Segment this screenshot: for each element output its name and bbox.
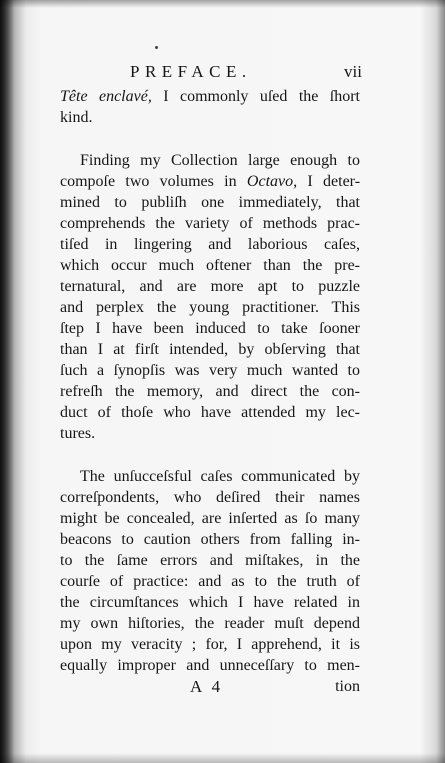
paragraph1-text: compoſe two volumes in — [60, 173, 237, 190]
paragraph1-line: mined to publiſh one immediately, that — [60, 194, 360, 211]
paragraph2-line: the circumſtances which I have related in — [60, 594, 360, 611]
paragraph1-line — [60, 171, 360, 192]
paragraph1-line: which occur much oftener than the pre- — [60, 257, 360, 274]
top-edge-shadow — [0, 0, 445, 8]
italic-term: Tête enclavé, — [60, 88, 152, 105]
paragraph-gap — [60, 444, 360, 466]
paragraph2-line: The unſucceſsful caſes communicated by — [80, 468, 360, 485]
paragraph1-line: ternatural, and are more apt to puzzle — [60, 278, 360, 295]
paragraph1-text: I deter- — [307, 173, 361, 190]
paragraph1-line: than I at firſt intended, by obſerving that — [60, 341, 360, 358]
paragraph1-italic: Octavo, — [246, 173, 298, 190]
ink-speck — [155, 46, 158, 49]
paragraph1-line: refreſh the memory, and direct the con- — [60, 383, 360, 400]
paragraph1-line: ſtep I have been induced to take ſooner — [60, 320, 360, 337]
catchword: tion — [335, 678, 360, 695]
opening-line-end: kind. — [60, 109, 93, 126]
spine-shadow — [0, 0, 14, 763]
paragraph2-line: to the ſame errors and miſtakes, in the — [60, 552, 360, 569]
paragraph1-line: comprehends the variety of methods prac- — [60, 215, 360, 232]
signature-mark: A 4 — [190, 677, 224, 696]
paragraph1-line: ſuch a ſynopſis was very much wanted to — [60, 362, 360, 379]
running-head-title: PREFACE. — [130, 62, 252, 81]
running-head — [60, 60, 360, 86]
paragraph2-line: upon my veracity ; for, I apprehend, it is — [60, 636, 360, 653]
page-footer — [60, 676, 360, 698]
opening-line-rest: I commonly uſed the ſhort — [163, 88, 361, 105]
paragraph2-line: equally improper and unneceſſary to men- — [60, 657, 360, 674]
paragraph1-line: Finding my Collection large enough to — [80, 152, 360, 169]
paragraph1-line: tures. — [60, 425, 96, 442]
paragraph2-line: beacons to caution others from falling in- — [60, 531, 360, 548]
paragraph1-line: tiſed in lingering and laborious caſes, — [60, 236, 360, 253]
paragraph-gap — [60, 128, 360, 150]
paragraph2-line: correſpondents, who deſired their names — [60, 489, 360, 506]
paragraph2-line: courſe of practice: and as to the truth of — [60, 573, 360, 590]
bottom-edge-shadow — [0, 753, 445, 763]
paragraph1-line: duct of thoſe who have attended my lec- — [60, 404, 360, 421]
paragraph2-line: might be concealed, are inſerted as ſo many — [60, 510, 360, 527]
paragraph2-line: my own hiſtories, the reader muſt depend — [60, 615, 360, 632]
page-text-block — [60, 56, 360, 698]
paragraph1-line: and perplex the young practitioner. This — [60, 299, 360, 316]
page-number: vii — [344, 62, 362, 81]
opening-line — [60, 86, 360, 107]
